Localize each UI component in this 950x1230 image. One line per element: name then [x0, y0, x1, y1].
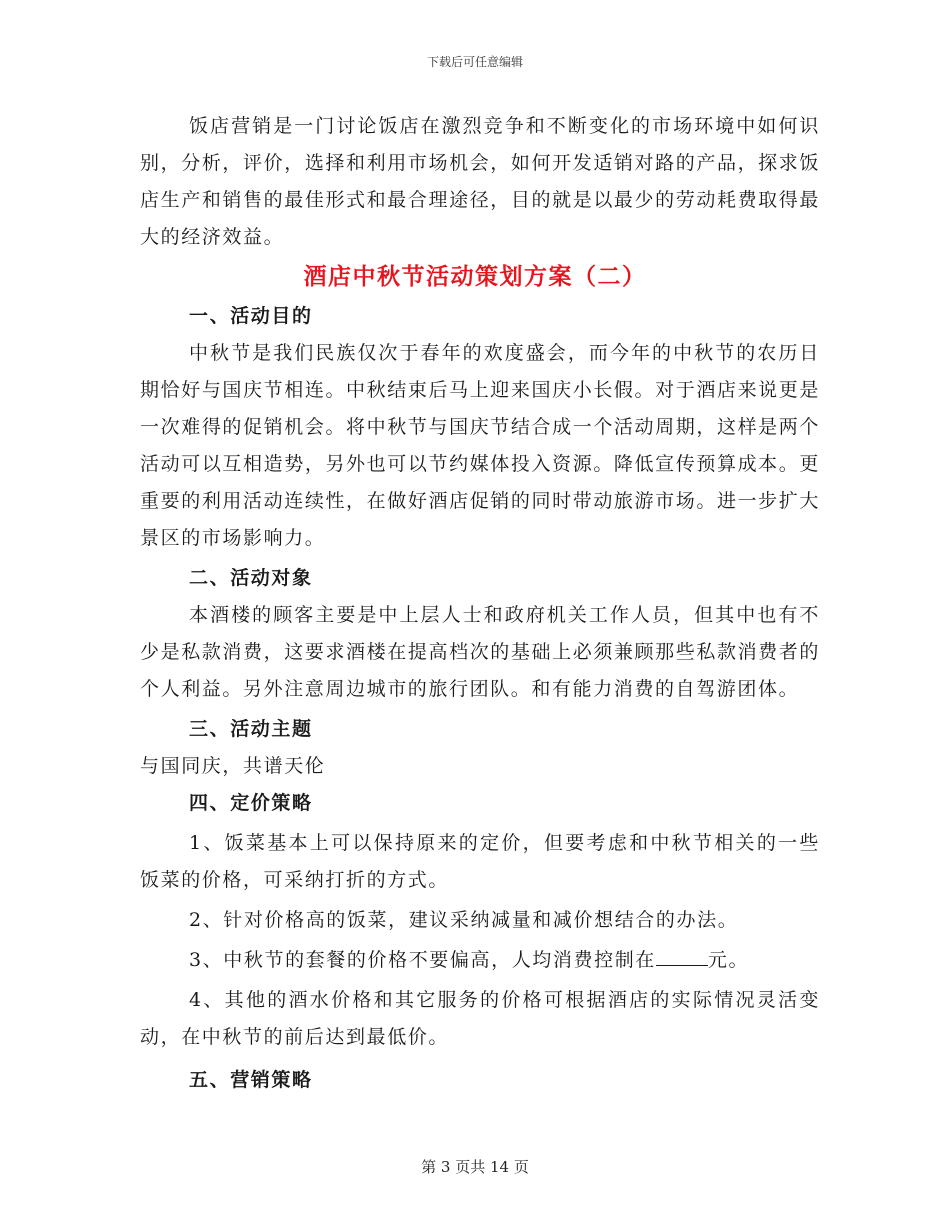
pricing-item-3-suffix: 元。: [707, 949, 750, 971]
main-content: [140, 298, 820, 1099]
pricing-item-3: [140, 942, 820, 979]
intro-paragraph: 饭店营销是一门讨论饭店在激烈竞争和不断变化的市场环境中如何识别，分析，评价，选择和利用市场机会，如何开发适销对路的产品，探求饭店生产和销售的最佳形式和最合理途径，目的就是以最少的劳动耗费取得最大的经济效益。: [140, 115, 820, 248]
section-heading-pricing: 四、定价策略: [189, 792, 313, 814]
section-text-audience: 本酒楼的顾客主要是中上层人士和政府机关工作人员，但其中也有不少是私款消费，这要求酒楼在提高档次的基础上必须兼顾那些私款消费者的个人利益。另外注意周边城市的旅行团队。和有能力消费的自驾游团体。: [140, 604, 820, 700]
pricing-item-2: 2、针对价格高的饭菜，建议采纳减量和减价想结合的办法。: [189, 909, 739, 931]
intro-block: [140, 108, 820, 256]
pricing-item-3-text: 3、中秋节的套餐的价格不要偏高，人均消费控制在: [189, 949, 656, 971]
price-blank-field: [656, 949, 708, 966]
section-heading-theme: 三、活动主题: [189, 718, 313, 740]
document-title: 酒店中秋节活动策划方案（二）: [303, 263, 647, 290]
pricing-item-4: 4、其他的酒水价格和其它服务的价格可根据酒店的实际情况灵活变动，在中秋节的前后达到最低价。: [140, 989, 820, 1048]
section-heading-purpose: 一、活动目的: [189, 305, 313, 327]
page-footer: 第 3 页共 14 页: [421, 1158, 529, 1176]
page-header: 下载后可任意编辑: [426, 55, 523, 69]
section-text-purpose: 中秋节是我们民族仅次于春年的欢度盛会，而今年的中秋节的农历日期恰好与国庆节相连。中秋结束后马上迎来国庆小长假。对于酒店来说更是一次难得的促销机会。将中秋节与国庆节结合成一个活动周期，这样是两个活动可以互相造势，另外也可以节约媒体投入资源。降低宣传预算成本。更重要的利用活动连续性，在做好酒店促销的同时带动旅游市场。进一步扩大景区的市场影响力。: [140, 342, 820, 549]
pricing-item-1: 1、饭菜基本上可以保持原来的定价，但要考虑和中秋节相关的一些饭菜的价格，可采纳打折的方式。: [140, 832, 820, 891]
section-text-theme: 与国同庆，共谱天伦: [140, 755, 326, 777]
section-heading-audience: 二、活动对象: [189, 567, 313, 589]
section-heading-marketing: 五、营销策略: [189, 1069, 313, 1091]
